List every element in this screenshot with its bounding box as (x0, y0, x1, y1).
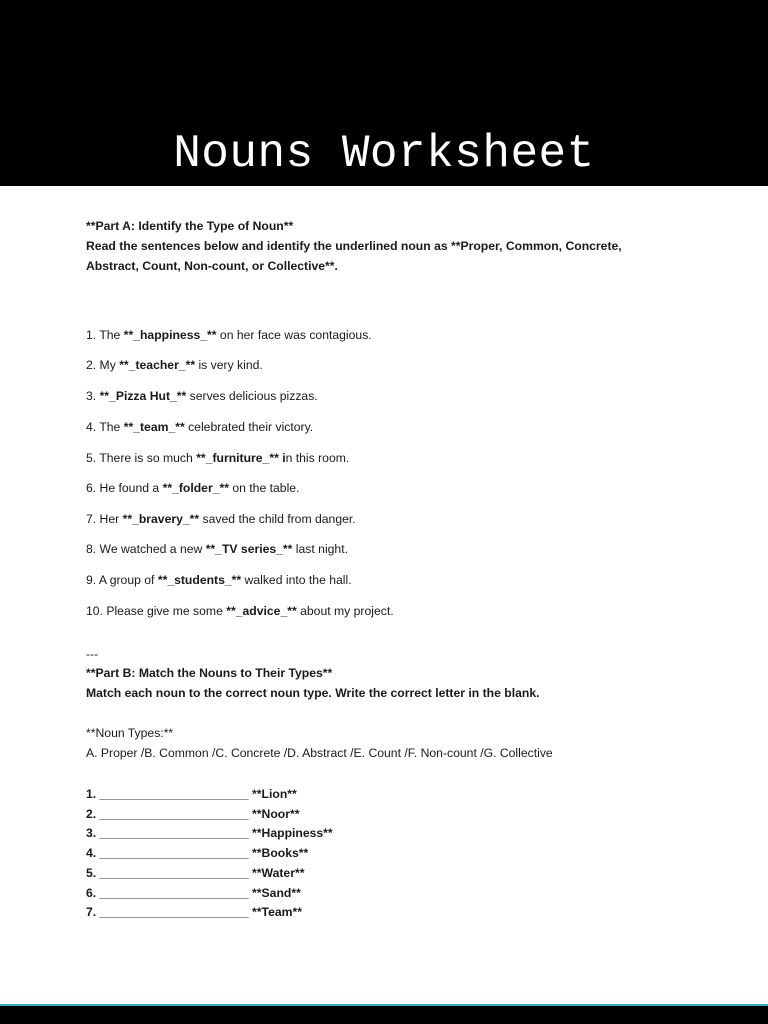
question-noun: **_advice_** (226, 604, 297, 618)
part-b-instruction: Match each noun to the correct noun type. Write the correct letter in the blank. (86, 686, 540, 700)
noun-types-list: A. Proper /B. Common /C. Concrete /D. Abstract /E. Count /F. Non-count /G. Collective (86, 746, 553, 760)
match-item: 7. ______________________ **Team** (86, 905, 302, 920)
part-a-instruction-line1: Read the sentences below and identify the underlined noun as **Proper, Common, Concrete, (86, 239, 622, 253)
question-item: 5. There is so much **_furniture_** in this room. (86, 451, 350, 465)
question-noun: **_students_** (157, 573, 242, 587)
question-item: 2. My **_teacher_** is very kind. (86, 358, 263, 372)
page-title: Nouns Worksheet (173, 128, 595, 180)
question-noun: **_teacher_** (119, 358, 196, 372)
question-item: 1. The **_happiness_** on her face was contagious. (86, 328, 372, 342)
question-item: 7. Her **_bravery_** saved the child from danger. (86, 512, 356, 526)
part-a-heading: **Part A: Identify the Type of Noun** (86, 219, 294, 233)
match-item: 3. ______________________ **Happiness** (86, 826, 333, 841)
match-item: 2. ______________________ **Noor** (86, 806, 300, 821)
question-noun: **_folder_** (162, 481, 229, 495)
question-item: 9. A group of **_students_** walked into the hall. (86, 573, 352, 587)
question-noun: **_TV series_** (205, 542, 293, 556)
question-noun: **_happiness_** (123, 328, 217, 342)
match-item: 4. ______________________ **Books** (86, 846, 309, 861)
part-b-heading: **Part B: Match the Nouns to Their Types** (86, 666, 333, 680)
match-item: 6. ______________________ **Sand** (86, 885, 301, 900)
question-noun: **_bravery_** (122, 512, 200, 526)
question-noun: **_Pizza Hut_** (99, 389, 187, 403)
match-item: 5. ______________________ **Water** (86, 865, 305, 880)
question-item: 10. Please give me some **_advice_** about my project. (86, 604, 394, 618)
section-separator: --- (86, 647, 99, 661)
part-a-instruction-line2: Abstract, Count, Non-count, or Collective**. (86, 259, 338, 273)
footer-bar (0, 1004, 768, 1024)
question-item: 6. He found a **_folder_** on the table. (86, 481, 300, 495)
match-list (86, 785, 333, 923)
question-item: 8. We watched a new **_TV series_** last night. (86, 542, 348, 556)
noun-types-label: **Noun Types:** (86, 726, 174, 740)
question-item: 4. The **_team_** celebrated their victory. (86, 420, 314, 434)
match-item: 1. ______________________ **Lion** (86, 787, 297, 801)
title-banner (0, 0, 768, 186)
question-noun: **_furniture_** i (196, 451, 286, 465)
question-noun: **_team_** (123, 420, 185, 434)
question-item: 3. **_Pizza Hut_** serves delicious pizzas. (86, 389, 318, 403)
